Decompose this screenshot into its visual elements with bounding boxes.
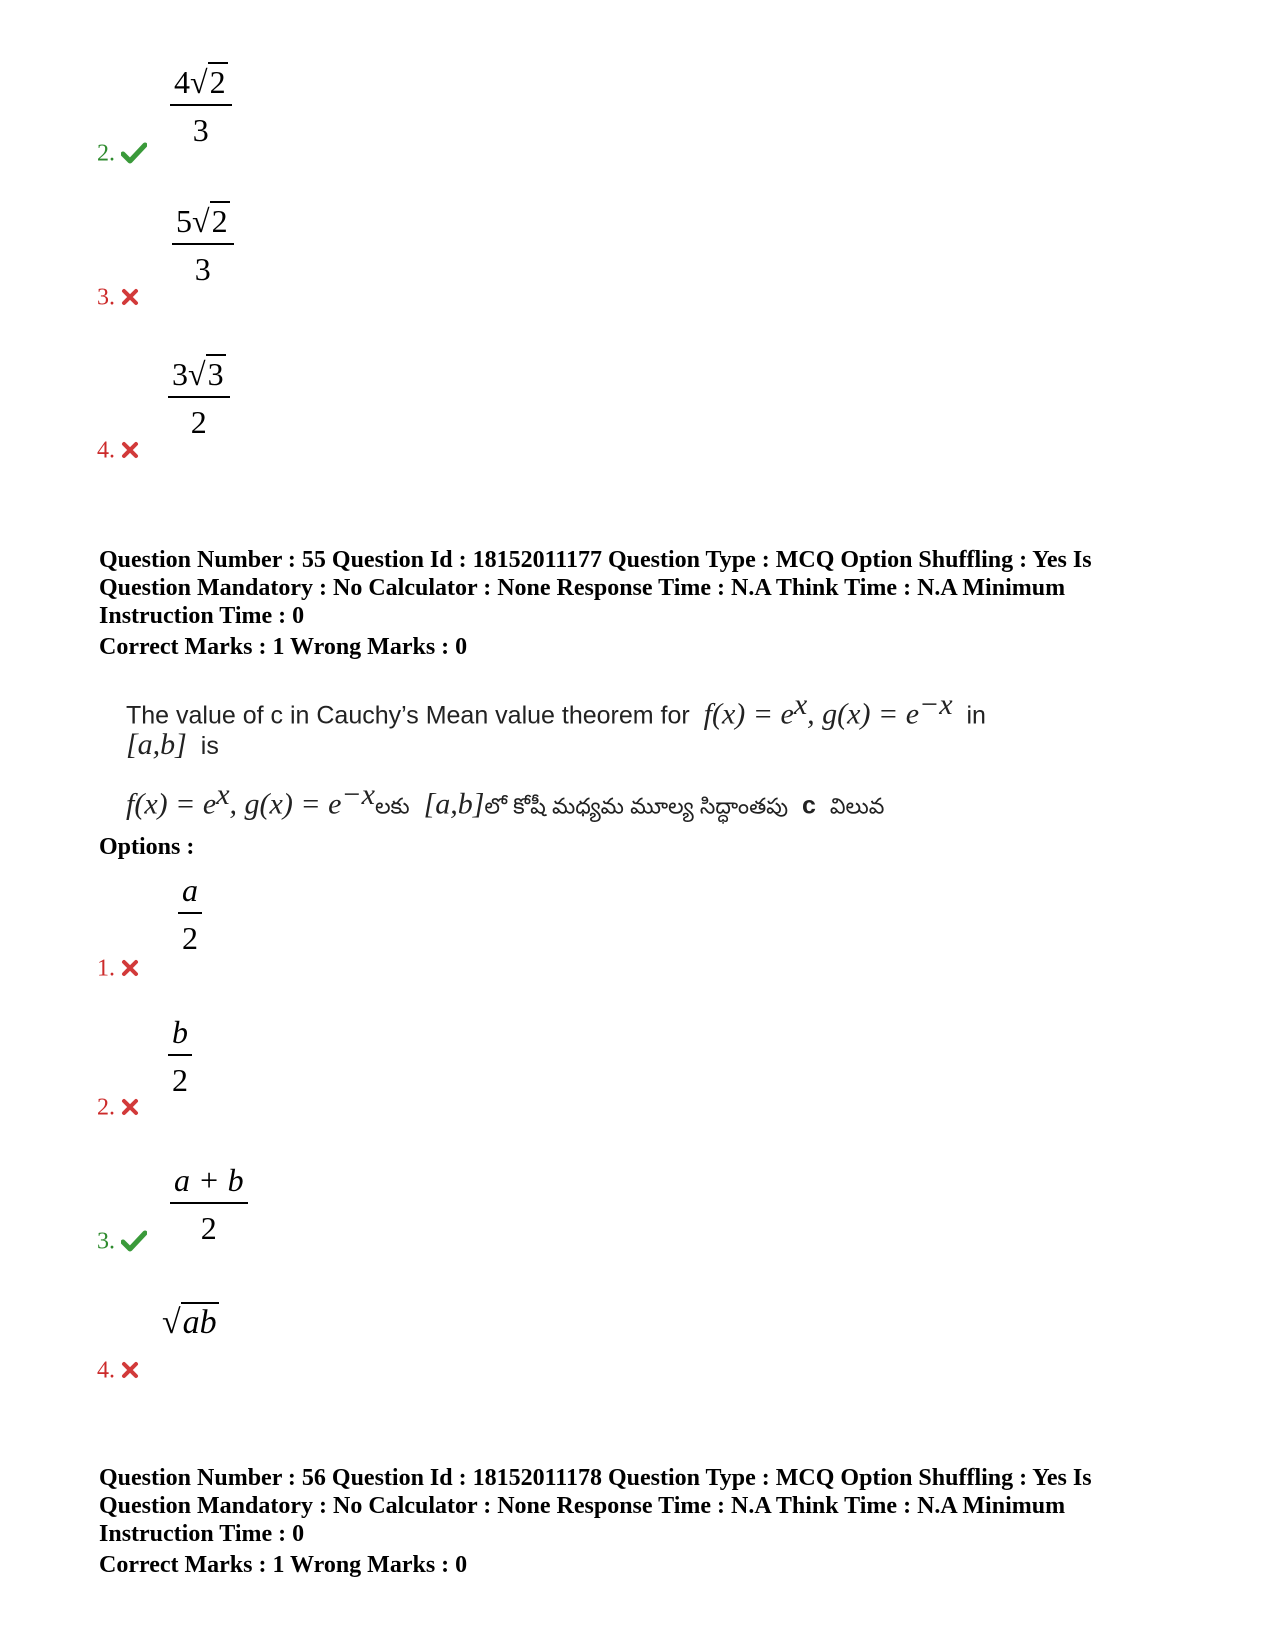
q55-question-english — [126, 688, 986, 731]
fx-exponent: x — [216, 778, 230, 811]
prev-option-4-number — [97, 437, 139, 462]
numerator: a — [178, 874, 202, 914]
option-number: 3. — [97, 284, 115, 311]
prev-option-4-fraction — [168, 358, 230, 438]
radicand: 3 — [207, 356, 224, 392]
variable-c: c — [802, 791, 816, 820]
gx-expression: , g(x) = e — [807, 697, 920, 731]
numerator-coefficient: 3 — [172, 356, 188, 392]
denominator: 3 — [192, 112, 209, 148]
prev-option-3-number — [97, 284, 139, 309]
q56-marks: Correct Marks : 1 Wrong Marks : 0 — [99, 1552, 468, 1578]
q56-meta — [99, 1464, 1199, 1548]
fx-expression: f(x) = e — [126, 787, 217, 821]
option-number: 1. — [97, 955, 115, 982]
interval: [a,b] — [126, 728, 187, 761]
option-number: 4. — [97, 1357, 115, 1384]
sqrt-symbol: √2 — [190, 64, 226, 100]
cross-icon — [121, 441, 139, 459]
check-icon — [121, 142, 147, 164]
cross-icon — [121, 959, 139, 977]
telugu-text: లో కోషీ మధ్యమ మూల్య సిద్ధాంతపు — [484, 793, 789, 819]
q55-option-2-fraction — [168, 1016, 192, 1096]
word-in: in — [966, 701, 986, 730]
option-number: 2. — [97, 140, 115, 167]
q55-meta-line-3: Instruction Time : 0 — [99, 603, 305, 629]
q55-question-english-line-2 — [126, 728, 219, 762]
q55-meta — [99, 546, 1199, 630]
options-label: Options : — [99, 834, 195, 860]
denominator: 2 — [190, 404, 207, 440]
gx-exponent: −x — [341, 778, 375, 811]
q55-option-1-number — [97, 955, 139, 980]
question-prefix: The value of c in Cauchy’s Mean value theorem for — [126, 701, 690, 730]
gx-expression: , g(x) = e — [229, 787, 342, 821]
denominator: 2 — [200, 1210, 217, 1246]
fx-exponent: x — [793, 688, 808, 721]
q55-option-4-sqrt — [162, 1304, 219, 1342]
option-number: 2. — [97, 1094, 115, 1121]
numerator: a + b — [170, 1164, 248, 1204]
q55-question-telugu — [126, 778, 884, 824]
prev-option-3-fraction — [172, 205, 234, 285]
sqrt-symbol: √3 — [188, 356, 224, 392]
cross-icon — [121, 288, 139, 306]
q56-meta-line-1: Question Number : 56 Question Id : 18152011178 Question Type : MCQ Option Shuffling : Yes Is — [99, 1465, 1092, 1491]
sqrt-symbol: √ab — [162, 1304, 217, 1341]
check-icon — [121, 1230, 147, 1252]
q55-meta-line-2: Question Mandatory : No Calculator : None Response Time : N.A Think Time : N.A Minimum — [99, 575, 1066, 601]
numerator: b — [168, 1016, 192, 1056]
option-number: 4. — [97, 437, 115, 464]
radicand: 2 — [209, 64, 226, 100]
q56-meta-line-3: Instruction Time : 0 — [99, 1521, 305, 1547]
radicand: ab — [182, 1304, 217, 1341]
fx-expression: f(x) = e — [703, 697, 794, 731]
cross-icon — [121, 1361, 139, 1379]
gx-exponent: −x — [919, 688, 953, 721]
q55-option-3-number — [97, 1228, 147, 1253]
q55-option-1-fraction — [178, 874, 202, 954]
prev-option-2-fraction — [170, 66, 232, 146]
telugu-laku: లకు — [374, 793, 410, 819]
q56-meta-line-2: Question Mandatory : No Calculator : None Response Time : N.A Think Time : N.A Minimum — [99, 1493, 1066, 1519]
numerator-coefficient: 4 — [174, 64, 190, 100]
q55-marks: Correct Marks : 1 Wrong Marks : 0 — [99, 634, 468, 660]
sqrt-symbol: √2 — [192, 203, 228, 239]
word-is: is — [200, 732, 219, 760]
radicand: 2 — [211, 203, 228, 239]
q55-option-4-number — [97, 1357, 139, 1382]
option-number: 3. — [97, 1228, 115, 1255]
denominator: 2 — [172, 1062, 188, 1098]
numerator-coefficient: 5 — [176, 203, 192, 239]
denominator: 2 — [182, 920, 198, 956]
telugu-viluva: విలువ — [829, 793, 885, 819]
q55-meta-line-1: Question Number : 55 Question Id : 18152011177 Question Type : MCQ Option Shuffling : Yes Is — [99, 547, 1092, 573]
cross-icon — [121, 1098, 139, 1116]
q55-option-2-number — [97, 1094, 139, 1119]
interval: [a,b] — [423, 787, 485, 821]
denominator: 3 — [194, 251, 211, 287]
q55-option-3-fraction — [170, 1164, 248, 1244]
prev-option-2-number — [97, 140, 147, 165]
